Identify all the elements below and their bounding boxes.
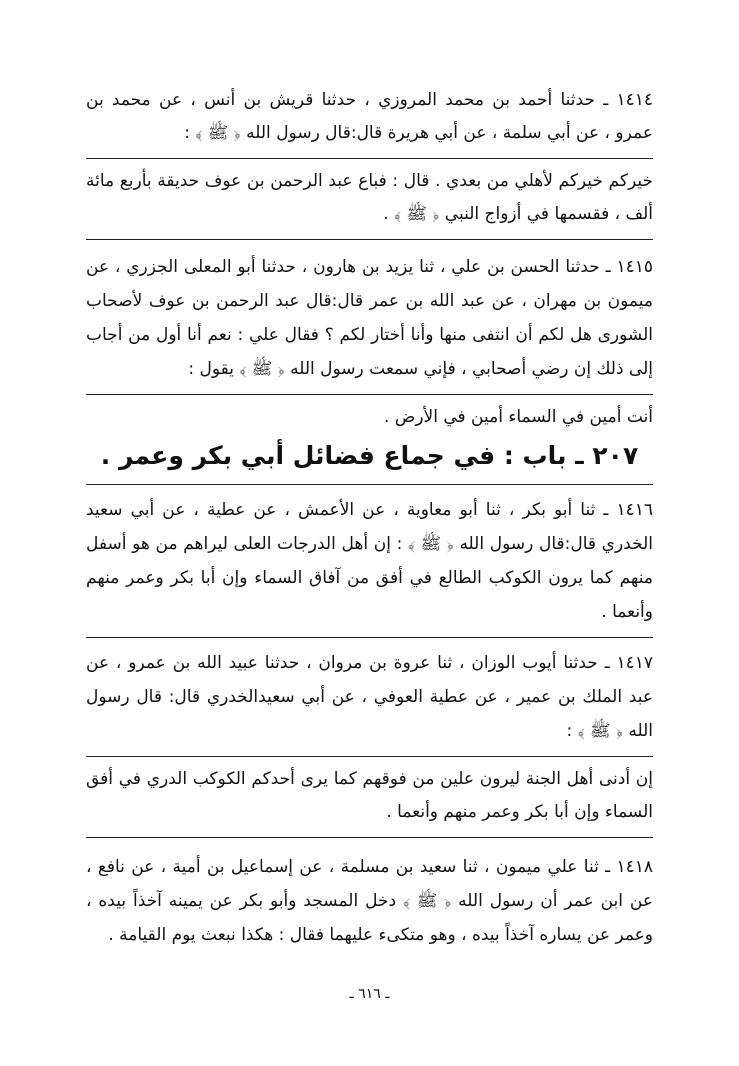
separator-line: [86, 637, 653, 638]
separator-line: [86, 158, 653, 159]
hadith-1417-isnad: ١٤١٧ ـ حدثنا أيوب الوزان ، ثنا عروة بن مروان ، حدثنا عبيد الله بن عمرو ، عن عبد الملك بن عمير ، عن عطية العوفي ، عن أبي سعيدالخدري قال: قال رسول الله ﴿ ﷺ ﴾ :: [86, 653, 653, 741]
separator-line: [86, 484, 653, 485]
hadith-1416-text: ١٤١٦ ـ ثنا أبو بكر ، ثنا أبو معاوية ، عن الأعمش ، عن عطية ، عن أبي سعيد الخدري قال:قال رسول الله ﴿ ﷺ ﴾ : إن أهل الدرجات العلى ليراهم من هو أسفل منهم كما يرون الكوكب الطالع في أفق من آفاق السماء وإن أبا بكر وعمر منهم وأنعما .: [86, 500, 653, 622]
chapter-heading: ٢٠٧ ـ باب : في جماع فضائل أبي بكر وعمر .: [100, 441, 639, 470]
separator-line: [86, 756, 653, 757]
hadith-1415-text: ١٤١٥ ـ حدثنا الحسن بن علي ، ثنا يزيد بن هارون ، حدثنا أبو المعلى الجزري ، عن ميمون بن مهران ، عن عبد الله بن عمر قال:قال عبد الرحمن بن عوف لأصحاب الشورى هل لكم أن انتفى منها وأنا أختار لكم ؟ فقال علي : نعم أنا أول من أجاب إلى ذلك إن رضي أصحابي ، فإني سمعت رسول الله ﴿ ﷺ ﴾ يقول :: [86, 257, 653, 379]
separator-line: [86, 837, 653, 838]
hadith-1418-text: ١٤١٨ ـ ثنا علي ميمون ، ثنا سعيد بن مسلمة ، عن إسماعيل بن أمية ، عن نافع ، عن ابن عمر أن رسول الله ﴿ ﷺ ﴾ دخل المسجد وأبو بكر عن يمينه آخذاً بيده ، وعمر عن يساره آخذاً بيده ، وهو متكىء عليهما فقال : هكذا نبعث يوم القيامة .: [86, 857, 653, 945]
separator-line: [86, 394, 653, 395]
hadith-1414-matn: خيركم خيركم لأهلي من بعدي . قال : فباع عبد الرحمن بن عوف حديقة بأربع مائة ألف ، فقسمها في أزواج النبي ﴿ ﷺ ﴾ .: [86, 171, 653, 224]
hadith-1414-isnad: ١٤١٤ ـ حدثنا أحمد بن محمد المروزي ، حدثنا قريش بن أنس ، عن محمد بن عمرو ، عن أبي سلمة ، عن أبي هريرة قال:قال رسول الله ﴿ ﷺ ﴾ :: [86, 90, 653, 143]
hadith-1417-matn: إن أدنى أهل الجنة ليرون علين من فوقهم كما يرى أحدكم الكوكب الدري في أفق السماء وإن أبا بكر وعمر منهم وأنعما .: [86, 769, 653, 822]
hadith-1415-matn: أنت أمين في السماء أمين في الأرض .: [383, 407, 653, 427]
separator-line: [86, 239, 653, 240]
page-number: ـ ٦١٦ ـ: [349, 986, 390, 1002]
